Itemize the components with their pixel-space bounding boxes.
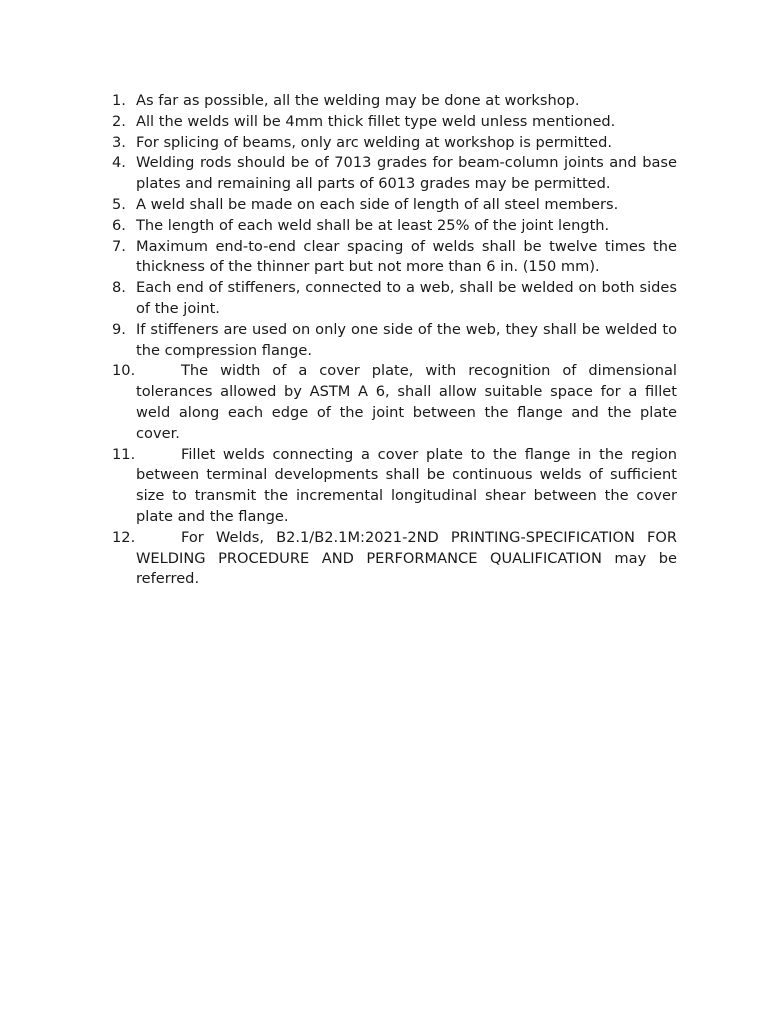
note-number: 11. — [112, 445, 136, 463]
note-item-12 — [112, 528, 677, 590]
note-item-7 — [112, 237, 677, 279]
note-text: Fillet welds connecting a cover plate to the flange in the region between terminal developments shall be continuous welds of sufficient size to transmit the incremental longitudinal shear between the cover plate and the flange. — [136, 445, 677, 525]
note-item-3 — [112, 133, 677, 154]
note-number: 3. — [112, 133, 126, 151]
note-number: 7. — [112, 237, 126, 255]
note-text: As far as possible, all the welding may be done at workshop. — [136, 92, 580, 109]
welding-notes-list — [112, 91, 677, 590]
note-number: 12. — [112, 528, 136, 546]
note-text: Maximum end-to-end clear spacing of welds shall be twelve times the thickness of the thinner part but not more than 6 in. (150 mm). — [136, 237, 677, 276]
note-item-4 — [112, 153, 677, 195]
note-number: 8. — [112, 279, 126, 297]
note-text: Each end of stiffeners, connected to a web, shall be welded on both sides of the joint. — [136, 279, 677, 317]
note-item-9 — [112, 320, 677, 362]
note-item-1 — [112, 91, 677, 112]
note-text: All the welds will be 4mm thick fillet type weld unless mentioned. — [136, 112, 616, 130]
note-item-5 — [112, 195, 677, 216]
note-text: A weld shall be made on each side of length of all steel members. — [136, 195, 619, 213]
note-number: 4. — [112, 154, 126, 172]
note-text: The length of each weld shall be at least 25% of the joint length. — [136, 216, 610, 234]
note-number: 9. — [112, 320, 126, 338]
note-item-8 — [112, 278, 677, 320]
note-item-6 — [112, 216, 677, 237]
note-text: For splicing of beams, only arc welding at workshop is permitted. — [136, 133, 613, 151]
note-number: 1. — [112, 92, 126, 109]
note-number: 6. — [112, 216, 126, 234]
note-text: Welding rods should be of 7013 grades for beam-column joints and base plates and remaining all parts of 6013 grades may be permitted. — [136, 154, 677, 193]
note-text: The width of a cover plate, with recognition of dimensional tolerances allowed by ASTM A 6, shall allow suitable space for a fillet weld along each edge of the joint between the flange and the plate cover. — [136, 362, 677, 442]
note-text: For Welds, B2.1/B2.1M:2021-2ND PRINTING-SPECIFICATION FOR WELDING PROCEDURE AND PERFORMANCE QUALIFICATION may be referred. — [136, 528, 677, 588]
note-item-11 — [112, 445, 677, 528]
note-number: 5. — [112, 195, 126, 213]
note-number: 2. — [112, 112, 126, 130]
note-item-2 — [112, 112, 677, 133]
note-text: If stiffeners are used on only one side of the web, they shall be welded to the compression flange. — [136, 320, 677, 359]
note-number: 10. — [112, 362, 136, 380]
note-item-10 — [112, 361, 677, 444]
